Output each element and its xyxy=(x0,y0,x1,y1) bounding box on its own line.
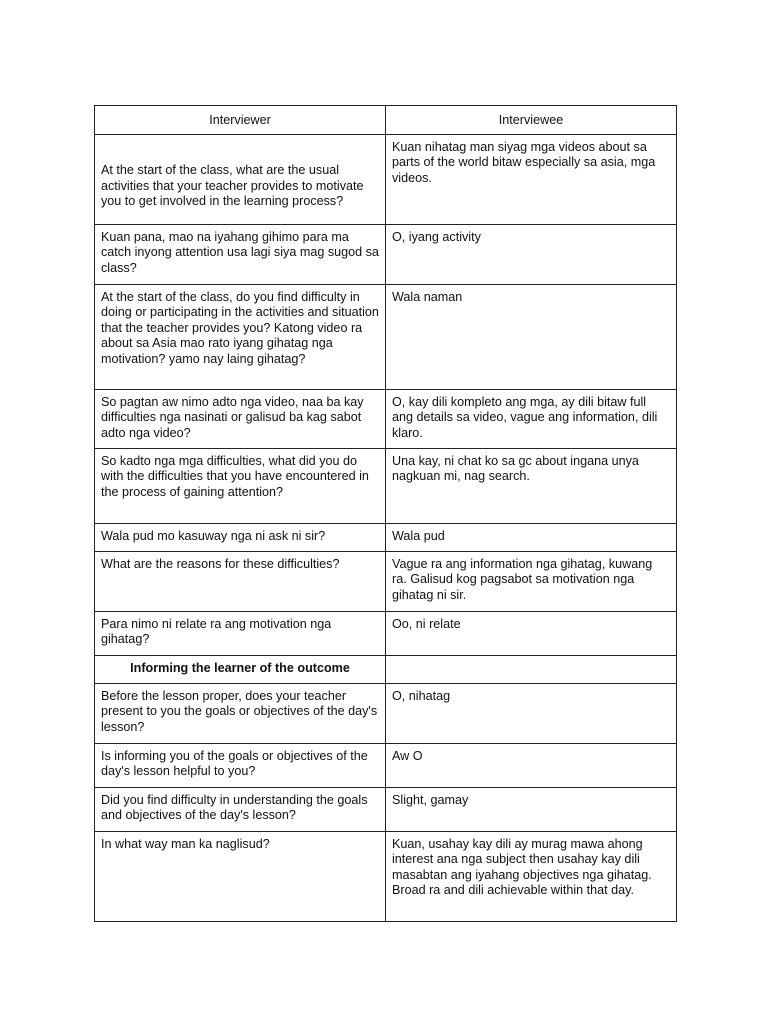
question-cell: In what way man ka naglisud? xyxy=(95,832,386,922)
answer-cell: Wala pud xyxy=(386,524,677,552)
interviewee-header: Interviewee xyxy=(386,106,677,135)
question-cell: Kuan pana, mao na iyahang gihimo para ma catch inyong attention usa lagi siya mag sugod sa class? xyxy=(95,225,386,285)
header-row xyxy=(95,106,677,135)
answer-cell: Wala naman xyxy=(386,285,677,390)
answer-cell: Aw O xyxy=(386,744,677,788)
table-row xyxy=(95,285,677,390)
table-row xyxy=(95,744,677,788)
answer-cell: Slight, gamay xyxy=(386,788,677,832)
table-row xyxy=(95,552,677,612)
answer-cell: Kuan, usahay kay dili ay murag mawa ahong interest ana nga subject then usahay kay dili masabtan ang iyahang objectives nga gihatag. Broad ra and dili achievable within that day. xyxy=(386,832,677,922)
question-cell: Wala pud mo kasuway nga ni ask ni sir? xyxy=(95,524,386,552)
table-row xyxy=(95,225,677,285)
question-cell: So pagtan aw nimo adto nga video, naa ba kay difficulties nga nasinati or galisud ba kag sabot adto nga video? xyxy=(95,390,386,449)
question-cell: At the start of the class, what are the usual activities that your teacher provides to motivate you to get involved in the learning process? xyxy=(95,135,386,225)
interviewer-header: Interviewer xyxy=(95,106,386,135)
answer-cell: Vague ra ang information nga gihatag, kuwang ra. Galisud kog pagsabot sa motivation nga gihatag ni sir. xyxy=(386,552,677,612)
answer-cell: Una kay, ni chat ko sa gc about ingana unya nagkuan mi, nag search. xyxy=(386,449,677,524)
empty-cell xyxy=(386,656,677,684)
answer-cell: O, kay dili kompleto ang mga, ay dili bitaw full ang details sa video, vague ang information, dili klaro. xyxy=(386,390,677,449)
table-row xyxy=(95,524,677,552)
question-cell: What are the reasons for these difficulties? xyxy=(95,552,386,612)
section-row xyxy=(95,656,677,684)
question-cell: At the start of the class, do you find difficulty in doing or participating in the activities and situation that the teacher provides you? Katong video ra about sa Asia mao rato iyang gihatag nga motivation? yamo nay laing gihatag? xyxy=(95,285,386,390)
table-row xyxy=(95,684,677,744)
question-cell: Before the lesson proper, does your teacher present to you the goals or objectives of the day's lesson? xyxy=(95,684,386,744)
section-title: Informing the learner of the outcome xyxy=(95,656,386,684)
question-cell: Is informing you of the goals or objectives of the day's lesson helpful to you? xyxy=(95,744,386,788)
question-cell: Did you find difficulty in understanding the goals and objectives of the day's lesson? xyxy=(95,788,386,832)
table-row xyxy=(95,832,677,922)
table-row xyxy=(95,390,677,449)
answer-cell: O, iyang activity xyxy=(386,225,677,285)
question-cell: So kadto nga mga difficulties, what did you do with the difficulties that you have encountered in the process of gaining attention? xyxy=(95,449,386,524)
answer-cell: Oo, ni relate xyxy=(386,612,677,656)
answer-cell: O, nihatag xyxy=(386,684,677,744)
answer-cell: Kuan nihatag man siyag mga videos about sa parts of the world bitaw especially sa asia, mga videos. xyxy=(386,135,677,225)
table-row xyxy=(95,612,677,656)
table-row xyxy=(95,449,677,524)
question-cell: Para nimo ni relate ra ang motivation nga gihatag? xyxy=(95,612,386,656)
table-row xyxy=(95,135,677,225)
table-row xyxy=(95,788,677,832)
interview-table xyxy=(94,105,677,922)
